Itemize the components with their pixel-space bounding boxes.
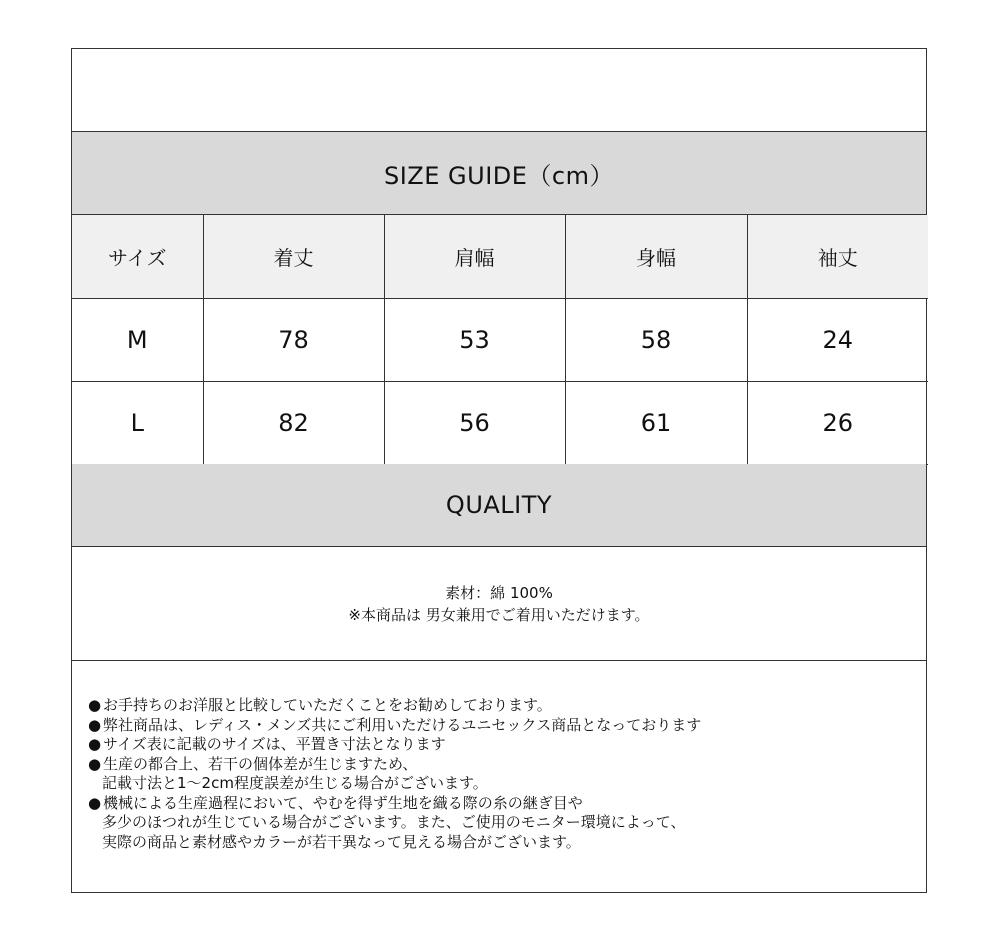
- list-item: ● サイズ表に記載のサイズは、平置き寸法となります: [88, 735, 446, 753]
- size-table-header-row: [72, 215, 928, 298]
- notes-list: [88, 696, 701, 852]
- header-length: 着丈: [203, 215, 384, 298]
- header-chest: 身幅: [565, 215, 747, 298]
- header-shoulder: 肩幅: [384, 215, 565, 298]
- sleeve-value: 24: [747, 298, 928, 381]
- bullet-icon: ●: [88, 696, 102, 714]
- list-item-continuation: 実際の商品と素材感やカラーが若干異なって見える場合がございます。: [102, 832, 581, 851]
- shoulder-value: 56: [384, 381, 565, 464]
- size-label: M: [72, 298, 203, 381]
- bullet-icon: ●: [88, 715, 102, 734]
- list-item: ● 機械による生産過程において、やむを得ず生地を織る際の糸の継ぎ目や: [88, 793, 583, 812]
- length-value: 78: [203, 298, 384, 381]
- quality-title: QUALITY: [72, 464, 926, 547]
- header-sleeve: 袖丈: [747, 215, 928, 298]
- header-size: サイズ: [72, 215, 203, 298]
- sleeve-value: 26: [747, 381, 928, 464]
- list-item: ● 生産の都合上、若干の個体差が生じますため、: [88, 754, 418, 773]
- top-blank-band: [72, 49, 926, 132]
- table-row-l: [72, 381, 928, 464]
- list-item: ● 弊社商品は、レディス・メンズ共にご利用いただけるユニセックス商品となっております: [88, 715, 702, 734]
- list-item-continuation: 記載寸法と1～2cm程度誤差が生じる場合がございます。: [102, 774, 488, 792]
- size-label: L: [72, 381, 203, 464]
- size-guide-panel: [71, 48, 927, 893]
- list-item-continuation: 多少のほつれが生じている場合がございます。また、ご使用のモニター環境によって、: [102, 813, 686, 831]
- size-table: [72, 215, 928, 465]
- list-item: ● お手持ちのお洋服と比較していただくことをお勧めしております。: [88, 696, 552, 714]
- shoulder-value: 53: [384, 298, 565, 381]
- material-text: 素材：綿 100%: [445, 583, 553, 602]
- quality-body: [72, 547, 926, 661]
- bullet-icon: ●: [88, 735, 102, 753]
- length-value: 82: [203, 381, 384, 464]
- chest-value: 58: [565, 298, 747, 381]
- bullet-icon: ●: [88, 754, 102, 773]
- unisex-note: ※本商品は 男女兼用でご着用いただけます。: [348, 605, 650, 624]
- table-row-m: [72, 298, 928, 381]
- chest-value: 61: [565, 381, 747, 464]
- bullet-icon: ●: [88, 793, 102, 812]
- size-guide-title: SIZE GUIDE（cm）: [72, 132, 926, 215]
